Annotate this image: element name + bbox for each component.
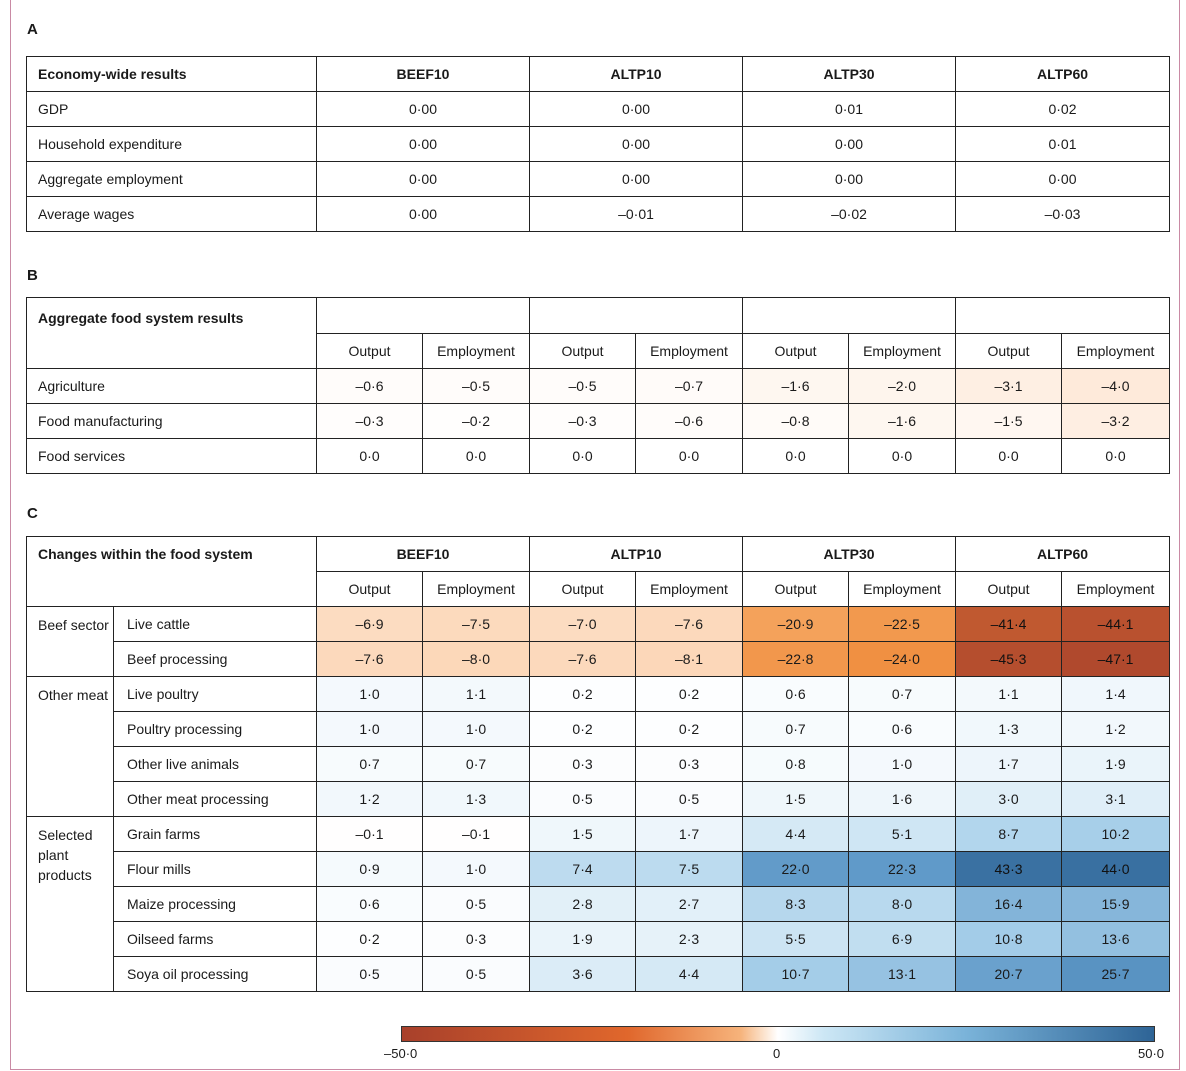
table-row	[27, 404, 1170, 439]
heatmap-cell: –0·2	[423, 404, 530, 439]
heatmap-cell: –3·2	[1062, 404, 1170, 439]
heatmap-cell: 5·5	[743, 922, 849, 957]
item-label: Beef processing	[114, 642, 317, 677]
table-corner-header: Economy-wide results	[27, 57, 317, 92]
table-row	[27, 369, 1170, 404]
table-cell: 0·01	[956, 127, 1170, 162]
heatmap-cell: 0·0	[956, 439, 1062, 474]
colorbar-mid-label: 0	[773, 1046, 781, 1061]
column-group-header: ALTP30	[743, 537, 956, 572]
heatmap-cell: 1·7	[636, 817, 743, 852]
heatmap-cell: 0·0	[636, 439, 743, 474]
table-row	[27, 817, 1170, 852]
table-row	[27, 127, 1170, 162]
heatmap-cell: 1·7	[956, 747, 1062, 782]
group-header	[530, 298, 743, 334]
table-row	[27, 642, 1170, 677]
color-scale-bar	[401, 1026, 1155, 1042]
heatmap-cell: –7·6	[636, 607, 743, 642]
heatmap-cell: 1·4	[1062, 677, 1170, 712]
subcolumn-header: Employment	[423, 572, 530, 607]
heatmap-cell: 0·2	[636, 677, 743, 712]
colorbar-max-label: 50·0	[1138, 1046, 1165, 1061]
table-header-row	[27, 537, 1170, 572]
subcolumn-header: Output	[530, 572, 636, 607]
heatmap-cell: –44·1	[1062, 607, 1170, 642]
heatmap-cell: 0·0	[423, 439, 530, 474]
table-cell: –0·01	[530, 197, 743, 232]
heatmap-cell: 20·7	[956, 957, 1062, 992]
row-label: GDP	[27, 92, 317, 127]
heatmap-cell: 0·5	[317, 957, 423, 992]
food-system-changes-table	[26, 536, 1170, 992]
heatmap-cell: –20·9	[743, 607, 849, 642]
table-row	[27, 782, 1170, 817]
heatmap-cell: 22·3	[849, 852, 956, 887]
heatmap-cell: 1·3	[956, 712, 1062, 747]
item-label: Grain farms	[114, 817, 317, 852]
heatmap-cell: 13·6	[1062, 922, 1170, 957]
heatmap-cell: 13·1	[849, 957, 956, 992]
subcolumn-header: Output	[743, 572, 849, 607]
table-corner-header: Aggregate food system results	[27, 298, 317, 369]
item-label: Live poultry	[114, 677, 317, 712]
heatmap-cell: 0·6	[849, 712, 956, 747]
heatmap-cell: 4·4	[743, 817, 849, 852]
column-header: ALTP30	[743, 57, 956, 92]
heatmap-cell: 0·5	[530, 782, 636, 817]
heatmap-cell: –47·1	[1062, 642, 1170, 677]
subcolumn-header: Output	[743, 334, 849, 369]
heatmap-cell: –8·1	[636, 642, 743, 677]
heatmap-cell: 0·0	[743, 439, 849, 474]
heatmap-cell: 7·5	[636, 852, 743, 887]
colorbar-min-label: –50·0	[384, 1046, 418, 1061]
heatmap-cell: –2·0	[849, 369, 956, 404]
heatmap-cell: 0·3	[530, 747, 636, 782]
item-label: Other meat processing	[114, 782, 317, 817]
heatmap-cell: –0·5	[530, 369, 636, 404]
heatmap-cell: 2·8	[530, 887, 636, 922]
subcolumn-header: Employment	[423, 334, 530, 369]
heatmap-cell: 6·9	[849, 922, 956, 957]
heatmap-cell: 8·3	[743, 887, 849, 922]
heatmap-cell: 3·0	[956, 782, 1062, 817]
table-row	[27, 677, 1170, 712]
heatmap-cell: 1·2	[1062, 712, 1170, 747]
heatmap-cell: 0·2	[636, 712, 743, 747]
heatmap-cell: 0·0	[317, 439, 423, 474]
subcolumn-header: Employment	[636, 334, 743, 369]
heatmap-cell: 2·3	[636, 922, 743, 957]
heatmap-cell: –1·6	[849, 404, 956, 439]
heatmap-cell: 1·9	[530, 922, 636, 957]
subcolumn-header: Output	[317, 572, 423, 607]
table-cell: 0·00	[317, 197, 530, 232]
heatmap-cell: 0·0	[849, 439, 956, 474]
table-cell: 0·00	[317, 162, 530, 197]
heatmap-cell: 1·0	[849, 747, 956, 782]
column-header: BEEF10	[317, 57, 530, 92]
heatmap-cell: 10·2	[1062, 817, 1170, 852]
heatmap-cell: –22·8	[743, 642, 849, 677]
heatmap-cell: 8·0	[849, 887, 956, 922]
heatmap-cell: –4·0	[1062, 369, 1170, 404]
heatmap-cell: –7·5	[423, 607, 530, 642]
heatmap-cell: 0·8	[743, 747, 849, 782]
table-header-row	[27, 57, 1170, 92]
table-row	[27, 92, 1170, 127]
aggregate-food-system-table	[26, 297, 1170, 474]
table-row	[27, 712, 1170, 747]
heatmap-cell: –0·8	[743, 404, 849, 439]
heatmap-cell: 0·6	[317, 887, 423, 922]
table-header-row	[27, 298, 1170, 334]
heatmap-cell: 16·4	[956, 887, 1062, 922]
item-label: Poultry processing	[114, 712, 317, 747]
heatmap-cell: –0·7	[636, 369, 743, 404]
heatmap-cell: 1·0	[423, 712, 530, 747]
heatmap-cell: –7·6	[530, 642, 636, 677]
heatmap-cell: 0·9	[317, 852, 423, 887]
heatmap-cell: –0·6	[317, 369, 423, 404]
heatmap-cell: 0·7	[743, 712, 849, 747]
panel-b-label: B	[27, 267, 38, 284]
column-group-header: BEEF10	[317, 537, 530, 572]
row-label: Food services	[27, 439, 317, 474]
heatmap-cell: 1·9	[1062, 747, 1170, 782]
group-header	[743, 298, 956, 334]
table-row	[27, 922, 1170, 957]
heatmap-cell: –41·4	[956, 607, 1062, 642]
row-label: Food manufacturing	[27, 404, 317, 439]
table-subheader-row	[27, 572, 1170, 607]
heatmap-cell: –1·6	[743, 369, 849, 404]
table-cell: 0·00	[530, 162, 743, 197]
heatmap-cell: 22·0	[743, 852, 849, 887]
sector-label: Other meat	[27, 677, 114, 817]
panel-a-label: A	[27, 21, 38, 38]
sector-label: Beef sector	[27, 607, 114, 677]
column-group-header: ALTP10	[530, 537, 743, 572]
heatmap-cell: 1·1	[956, 677, 1062, 712]
heatmap-cell: –24·0	[849, 642, 956, 677]
item-label: Live cattle	[114, 607, 317, 642]
subcolumn-header: Output	[530, 334, 636, 369]
table-cell: 0·02	[956, 92, 1170, 127]
subcolumn-header: Employment	[849, 572, 956, 607]
heatmap-cell: 0·7	[849, 677, 956, 712]
table-corner-header: Changes within the food system	[27, 537, 317, 572]
heatmap-cell: 4·4	[636, 957, 743, 992]
heatmap-cell: 0·0	[1062, 439, 1170, 474]
heatmap-cell: 25·7	[1062, 957, 1170, 992]
table-row	[27, 607, 1170, 642]
table-cell: 0·01	[743, 92, 956, 127]
heatmap-cell: 0·0	[530, 439, 636, 474]
item-label: Oilseed farms	[114, 922, 317, 957]
heatmap-cell: 1·6	[849, 782, 956, 817]
heatmap-cell: 0·3	[636, 747, 743, 782]
heatmap-cell: –0·6	[636, 404, 743, 439]
heatmap-cell: 5·1	[849, 817, 956, 852]
heatmap-cell: 0·5	[423, 957, 530, 992]
heatmap-cell: 1·1	[423, 677, 530, 712]
heatmap-cell: –0·1	[423, 817, 530, 852]
table-cell: 0·00	[530, 127, 743, 162]
heatmap-cell: 1·5	[743, 782, 849, 817]
heatmap-cell: 1·3	[423, 782, 530, 817]
sector-label: Selected plant products	[27, 817, 114, 992]
heatmap-cell: 3·1	[1062, 782, 1170, 817]
heatmap-cell: –1·5	[956, 404, 1062, 439]
row-label: Aggregate employment	[27, 162, 317, 197]
heatmap-cell: 1·0	[317, 677, 423, 712]
table-row	[27, 747, 1170, 782]
heatmap-cell: 0·7	[423, 747, 530, 782]
heatmap-cell: –3·1	[956, 369, 1062, 404]
heatmap-cell: 1·2	[317, 782, 423, 817]
heatmap-cell: 3·6	[530, 957, 636, 992]
subcolumn-header: Employment	[1062, 572, 1170, 607]
group-header	[956, 298, 1170, 334]
item-label: Other live animals	[114, 747, 317, 782]
heatmap-cell: 1·5	[530, 817, 636, 852]
table-row	[27, 197, 1170, 232]
subcolumn-header: Employment	[636, 572, 743, 607]
subcolumn-header: Employment	[849, 334, 956, 369]
table-cell: –0·02	[743, 197, 956, 232]
heatmap-cell: 0·2	[530, 712, 636, 747]
table-cell: –0·03	[956, 197, 1170, 232]
table-corner-blank	[27, 572, 317, 607]
subcolumn-header: Output	[956, 572, 1062, 607]
heatmap-cell: 2·7	[636, 887, 743, 922]
economy-wide-table	[26, 56, 1170, 232]
heatmap-cell: –0·3	[317, 404, 423, 439]
heatmap-cell: –0·3	[530, 404, 636, 439]
row-label: Household expenditure	[27, 127, 317, 162]
row-label: Agriculture	[27, 369, 317, 404]
heatmap-cell: 15·9	[1062, 887, 1170, 922]
heatmap-cell: 8·7	[956, 817, 1062, 852]
heatmap-cell: –8·0	[423, 642, 530, 677]
heatmap-cell: 10·7	[743, 957, 849, 992]
column-header: ALTP10	[530, 57, 743, 92]
heatmap-cell: –6·9	[317, 607, 423, 642]
heatmap-cell: –0·5	[423, 369, 530, 404]
table-cell: 0·00	[743, 127, 956, 162]
heatmap-cell: 44·0	[1062, 852, 1170, 887]
group-header	[317, 298, 530, 334]
heatmap-cell: 0·7	[317, 747, 423, 782]
table-row	[27, 162, 1170, 197]
heatmap-cell: 7·4	[530, 852, 636, 887]
table-row	[27, 957, 1170, 992]
heatmap-cell: 10·8	[956, 922, 1062, 957]
heatmap-cell: 0·2	[530, 677, 636, 712]
table-cell: 0·00	[743, 162, 956, 197]
heatmap-cell: –7·6	[317, 642, 423, 677]
table-row	[27, 439, 1170, 474]
subcolumn-header: Output	[956, 334, 1062, 369]
heatmap-cell: 0·5	[636, 782, 743, 817]
table-cell: 0·00	[530, 92, 743, 127]
heatmap-cell: –0·1	[317, 817, 423, 852]
table-cell: 0·00	[317, 127, 530, 162]
column-group-header: ALTP60	[956, 537, 1170, 572]
table-row	[27, 887, 1170, 922]
heatmap-cell: 1·0	[317, 712, 423, 747]
heatmap-cell: 0·5	[423, 887, 530, 922]
heatmap-cell: –7·0	[530, 607, 636, 642]
heatmap-cell: 0·2	[317, 922, 423, 957]
table-row	[27, 852, 1170, 887]
heatmap-cell: –45·3	[956, 642, 1062, 677]
heatmap-cell: 0·6	[743, 677, 849, 712]
heatmap-cell: 43·3	[956, 852, 1062, 887]
item-label: Soya oil processing	[114, 957, 317, 992]
subcolumn-header: Employment	[1062, 334, 1170, 369]
row-label: Average wages	[27, 197, 317, 232]
panel-c-label: C	[27, 505, 38, 522]
item-label: Maize processing	[114, 887, 317, 922]
item-label: Flour mills	[114, 852, 317, 887]
table-cell: 0·00	[956, 162, 1170, 197]
heatmap-cell: 0·3	[423, 922, 530, 957]
heatmap-cell: –22·5	[849, 607, 956, 642]
subcolumn-header: Output	[317, 334, 423, 369]
column-header: ALTP60	[956, 57, 1170, 92]
heatmap-cell: 1·0	[423, 852, 530, 887]
table-cell: 0·00	[317, 92, 530, 127]
